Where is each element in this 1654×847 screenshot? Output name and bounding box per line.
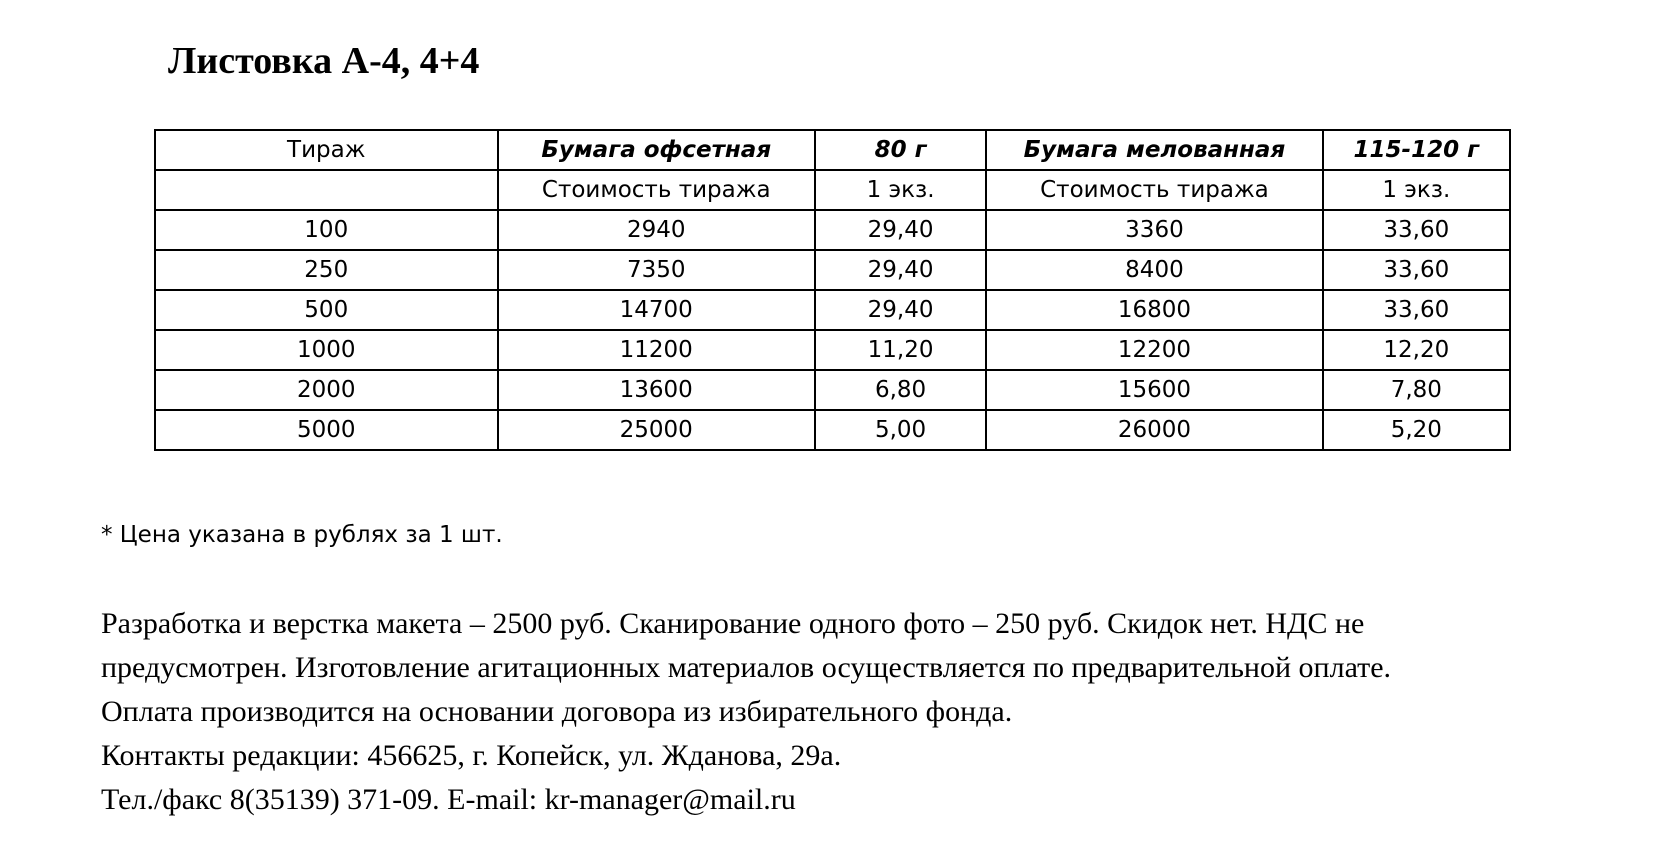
cell-coated-unit: 7,80	[1323, 370, 1510, 410]
cell-run: 500	[155, 290, 498, 330]
cell-offset-unit: 29,40	[815, 250, 986, 290]
price-table	[154, 129, 1511, 451]
cell-offset-unit: 11,20	[815, 330, 986, 370]
cell-run: 100	[155, 210, 498, 250]
cell-run: 250	[155, 250, 498, 290]
cell-offset-total: 11200	[498, 330, 815, 370]
info-line-prepayment: предусмотрен. Изготовление агитационных материалов осуществляется по предварительной оплате.	[101, 651, 1392, 684]
table-subheader-row	[155, 170, 1510, 210]
cell-run: 5000	[155, 410, 498, 450]
info-line-services: Разработка и верстка макета – 2500 руб. Сканирование одного фото – 250 руб. Скидок нет. НДС не	[101, 607, 1365, 640]
header-coated-weight: 115-120 г	[1323, 130, 1510, 170]
cell-offset-total: 25000	[498, 410, 815, 450]
subheader-empty	[155, 170, 498, 210]
cell-offset-unit: 29,40	[815, 210, 986, 250]
subheader-coated-unit: 1 экз.	[1323, 170, 1510, 210]
header-run: Тираж	[155, 130, 498, 170]
cell-coated-total: 15600	[986, 370, 1322, 410]
cell-coated-unit: 33,60	[1323, 250, 1510, 290]
cell-coated-unit: 33,60	[1323, 210, 1510, 250]
info-line-address: Контакты редакции: 456625, г. Копейск, ул. Жданова, 29а.	[101, 739, 842, 772]
cell-run: 1000	[155, 330, 498, 370]
subheader-offset-total: Стоимость тиража	[498, 170, 815, 210]
price-footnote: * Цена указана в рублях за 1 шт.	[101, 522, 503, 548]
table-header-row	[155, 130, 1510, 170]
table-row	[155, 250, 1510, 290]
cell-coated-unit: 5,20	[1323, 410, 1510, 450]
cell-offset-total: 14700	[498, 290, 815, 330]
cell-coated-unit: 12,20	[1323, 330, 1510, 370]
cell-coated-total: 3360	[986, 210, 1322, 250]
header-offset-weight: 80 г	[815, 130, 986, 170]
document-title: Листовка А-4, 4+4	[168, 40, 480, 82]
info-line-payment-terms: Оплата производится на основании договора из избирательного фонда.	[101, 695, 1013, 728]
cell-offset-unit: 6,80	[815, 370, 986, 410]
cell-run: 2000	[155, 370, 498, 410]
cell-coated-unit: 33,60	[1323, 290, 1510, 330]
table-row	[155, 290, 1510, 330]
subheader-offset-unit: 1 экз.	[815, 170, 986, 210]
cell-offset-unit: 5,00	[815, 410, 986, 450]
table-row	[155, 410, 1510, 450]
header-offset-paper: Бумага офсетная	[498, 130, 815, 170]
header-coated-paper: Бумага мелованная	[986, 130, 1322, 170]
cell-coated-total: 8400	[986, 250, 1322, 290]
cell-coated-total: 26000	[986, 410, 1322, 450]
cell-offset-total: 13600	[498, 370, 815, 410]
cell-coated-total: 16800	[986, 290, 1322, 330]
info-block	[101, 602, 1641, 822]
table-row	[155, 370, 1510, 410]
table-row	[155, 210, 1510, 250]
cell-offset-total: 7350	[498, 250, 815, 290]
cell-coated-total: 12200	[986, 330, 1322, 370]
table-row	[155, 330, 1510, 370]
cell-offset-unit: 29,40	[815, 290, 986, 330]
subheader-coated-total: Стоимость тиража	[986, 170, 1322, 210]
cell-offset-total: 2940	[498, 210, 815, 250]
info-line-phone-email: Тел./факс 8(35139) 371-09. E-mail: kr-manager@mail.ru	[101, 783, 796, 816]
